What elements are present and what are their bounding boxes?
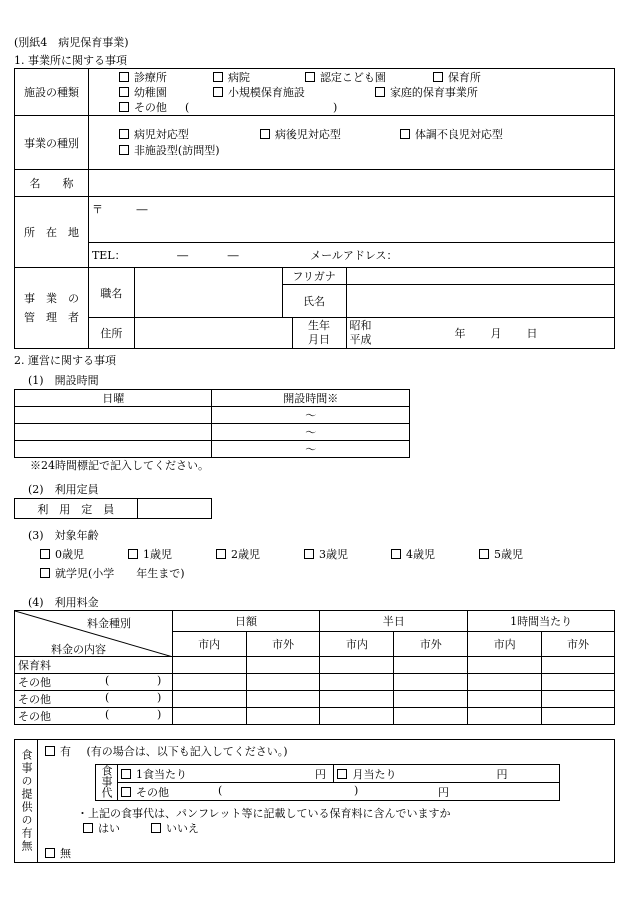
tel-dash: ― [177,249,189,262]
business-option-visit[interactable]: 非施設型(訪問型) [119,143,220,159]
checkbox[interactable] [40,549,50,559]
hours-time-field[interactable]: ～ [212,441,410,458]
checkbox[interactable] [121,787,131,797]
paren-open: ( [217,783,223,797]
checkbox[interactable] [391,549,401,559]
name-field[interactable] [88,170,614,197]
facility-option-kindergarten[interactable]: 幼稚園 [119,85,167,100]
day-label: 日 [526,327,538,340]
name-label: 名 称 [15,170,89,197]
form-title: (別紙4 病児保育事業) [14,36,129,49]
yen-label: 円 [496,767,508,781]
meals-no-option[interactable]: 無 [45,848,71,859]
manager-label: 事 業 の 管 理 者 [15,268,89,349]
checkbox[interactable] [151,823,161,833]
fees-row-label: 保育料 [15,657,173,674]
checkbox[interactable] [479,549,489,559]
fee-cell[interactable] [394,691,468,708]
meal-cost-table [95,764,560,801]
section1-heading: 1. 事業所に関する事項 [14,54,127,67]
yen-label: 円 [314,767,326,781]
facility-option-other[interactable]: その他 [119,100,167,115]
capacity-heading: (2) 利用定員 [28,483,99,496]
tel-email-row [88,243,614,268]
fee-cell[interactable] [542,657,615,674]
fee-cell[interactable] [320,691,394,708]
fees-sub-out: 市外 [394,632,468,657]
meals-yes-option[interactable]: 有 (有の場合は、以下も記入してください。) [45,746,288,757]
year-label: 年 [454,327,466,340]
business-option-unwell[interactable]: 体調不良児対応型 [400,127,503,143]
email-label: メールアドレス： [310,249,398,262]
checkbox[interactable] [375,87,385,97]
fee-cell[interactable] [394,708,468,725]
postal-mark: 〒 [91,203,103,216]
fee-cell[interactable] [542,691,615,708]
checkbox[interactable] [128,549,138,559]
fees-sub-in: 市内 [172,632,246,657]
age-option-3[interactable]: 3歳児 [304,549,348,560]
per-month-field[interactable]: 月当たり 円 [334,765,560,783]
hours-table [14,389,410,458]
hours-col-hours: 開設時間※ [212,390,410,407]
age-option-school[interactable]: 就学児(小学 年生まで) [40,568,185,579]
fee-cell[interactable] [468,691,542,708]
fees-sub-in: 市内 [320,632,394,657]
fee-cell[interactable] [394,657,468,674]
fees-group-hourly: 1時間当たり [468,611,615,632]
yen-label: 円 [437,785,449,799]
tel-dash: ― [227,249,239,262]
fees-row-label: その他 ( ) [15,691,173,708]
hours-time-field[interactable]: ～ [212,407,410,424]
meal-other-field[interactable]: その他 ( ) 円 [117,783,559,801]
hours-note: ※24時間標記で記入してください。 [30,459,209,472]
hours-time-field[interactable]: ～ [212,424,410,441]
paren-close: ) [353,783,359,797]
fees-diagonal-header [15,611,173,657]
tel-label: TEL： [91,249,126,262]
checkbox[interactable] [119,145,129,155]
fee-cell[interactable] [468,674,542,691]
business-option-sick[interactable]: 病児対応型 [119,127,189,143]
age-option-4[interactable]: 4歳児 [391,549,435,560]
fee-cell[interactable] [542,674,615,691]
age-option-0[interactable]: 0歳児 [40,549,84,560]
birthdate-field[interactable] [346,318,614,349]
fees-heading: (4) 利用料金 [28,596,99,609]
fee-cell[interactable] [468,708,542,725]
month-label: 月 [490,327,502,340]
hours-day-field[interactable] [15,407,212,424]
hours-col-day: 日曜 [15,390,212,407]
facility-option-clinic[interactable]: 診療所 [119,70,167,85]
capacity-label: 利 用 定 員 [15,499,138,519]
checkbox[interactable] [119,102,129,112]
business-type-label: 事業の種別 [15,116,89,170]
fee-cell[interactable] [172,691,246,708]
era-showa: 昭和 [349,319,372,332]
hours-day-field[interactable] [15,424,212,441]
business-option-recovery[interactable]: 病後児対応型 [260,127,341,143]
fee-cell[interactable] [394,674,468,691]
per-meal-field[interactable]: 1食当たり 円 [117,765,334,783]
manager-name-field[interactable] [346,285,614,318]
checkbox[interactable] [40,568,50,578]
facility-type-label: 施設の種類 [15,69,89,116]
fee-cell[interactable] [468,657,542,674]
checkbox[interactable] [119,72,129,82]
fees-sub-in: 市内 [468,632,542,657]
fee-cell[interactable] [542,708,615,725]
facility-option-hospital[interactable]: 病院 [213,70,250,85]
checkbox[interactable] [121,769,131,779]
fees-table [14,610,615,725]
manager-name-label: 氏名 [282,285,346,318]
checkbox[interactable] [213,72,223,82]
facility-table [14,68,615,349]
facility-option-home[interactable]: 家庭的保育事業所 [375,85,478,100]
hours-heading: (1) 開設時間 [28,374,99,387]
facility-option-kodomoen[interactable]: 認定こども園 [305,70,386,85]
fees-sub-out: 市外 [246,632,320,657]
age-option-2[interactable]: 2歳児 [216,549,260,560]
postal-dash: ― [136,203,148,216]
checkbox[interactable] [433,72,443,82]
age-option-5[interactable]: 5歳児 [479,549,523,560]
fees-sub-out: 市外 [542,632,615,657]
manager-title-label: 職名 [88,268,134,318]
meal-included-question: ・上記の食事代は、パンフレット等に記載している保育料に含んでいますか [77,807,451,820]
checkbox[interactable] [83,823,93,833]
fee-cell[interactable] [172,657,246,674]
age-option-1[interactable]: 1歳児 [128,549,172,560]
fees-group-daily: 日額 [172,611,320,632]
hours-day-field[interactable] [15,441,212,458]
checkbox[interactable] [400,129,410,139]
fees-row-label: その他 ( ) [15,674,173,691]
facility-option-small[interactable]: 小規模保育施設 [213,85,305,100]
fee-type-label: 料金種別 [87,617,131,630]
fees-group-half: 半日 [320,611,468,632]
facility-type-options [88,69,614,116]
age-heading: (3) 対象年齢 [28,529,99,542]
paren-open: ( [184,100,190,114]
capacity-table [14,498,212,519]
fee-cell[interactable] [172,674,246,691]
fee-cell[interactable] [246,708,320,725]
meal-included-no[interactable]: いいえ [151,823,199,834]
capacity-field[interactable] [137,499,211,519]
paren-close: ) [332,100,338,114]
business-type-options [88,116,614,170]
checkbox[interactable] [304,549,314,559]
fee-cell[interactable] [320,708,394,725]
manager-title-field[interactable] [134,268,282,318]
fee-cell[interactable] [172,708,246,725]
fee-cell[interactable] [246,674,320,691]
checkbox[interactable] [216,549,226,559]
checkbox[interactable] [45,746,55,756]
facility-option-nursery[interactable]: 保育所 [433,70,481,85]
section2-heading: 2. 運営に関する事項 [14,354,116,367]
fees-row-label: その他 ( ) [15,708,173,725]
checkbox[interactable] [213,87,223,97]
age-options [40,549,560,563]
checkbox[interactable] [45,848,55,858]
checkbox[interactable] [337,769,347,779]
meals-yes-note: (有の場合は、以下も記入してください。) [86,745,288,758]
checkbox[interactable] [119,129,129,139]
checkbox[interactable] [260,129,270,139]
checkbox[interactable] [305,72,315,82]
meal-cost-label: 食事代 [96,765,118,801]
manager-address-label: 住所 [88,318,134,349]
era-heisei: 平成 [349,333,372,346]
fee-cell[interactable] [320,674,394,691]
fee-cell[interactable] [246,657,320,674]
manager-address-field[interactable] [134,318,292,349]
meals-vertical-label: 食事の提供の有無 [20,749,33,853]
fee-content-label: 料金の内容 [51,643,106,656]
meals-label-cell [15,740,38,862]
furigana-field[interactable] [346,268,614,285]
address-field[interactable] [88,197,614,243]
address-label: 所 在 地 [15,197,89,268]
checkbox[interactable] [119,87,129,97]
furigana-label: フリガナ [282,268,346,285]
fee-cell[interactable] [320,657,394,674]
meal-included-yes[interactable]: はい [83,823,120,834]
fee-cell[interactable] [246,691,320,708]
meals-box [14,739,615,863]
birthdate-label: 生年 月日 [292,318,346,349]
